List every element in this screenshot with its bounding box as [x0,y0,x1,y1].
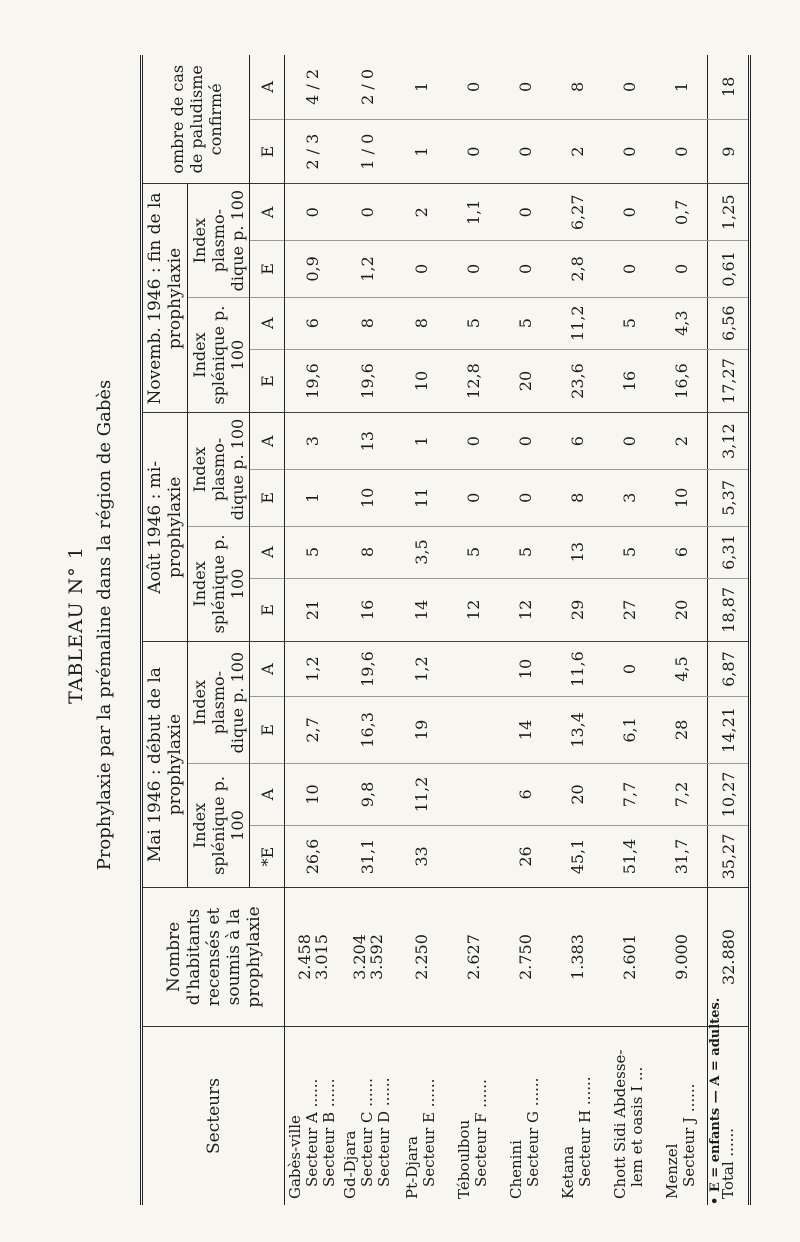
value-cell: 0,9 [285,241,341,298]
total-value-cell: 10,27 [708,763,750,825]
value-cell: 0 [447,470,499,527]
value-cell: 1 [285,470,341,527]
value-cell: 1,2 [285,642,341,697]
value-cell: 12,8 [447,349,499,413]
value-cell: 8 [395,297,447,349]
sector-cell [447,1027,499,1206]
value-cell: 10 [655,470,708,527]
sector-group: Chenini [507,1140,525,1199]
table-row [340,55,395,1205]
value-cell: 0 [285,184,341,241]
sector-cell [603,1027,655,1206]
value-cell: 4,3 [655,297,708,349]
sector-cell [499,1027,551,1206]
sector-group: Téboulbou [455,1119,473,1199]
header-plasmo-3: Index plasmo- dique p. 100 [188,184,250,297]
population-cell [340,888,395,1027]
value-cell: 51,4 [603,825,655,887]
sector-group: Ketana [559,1145,577,1199]
header-plasmo-1: Index plasmo- dique p. 100 [188,642,250,764]
col-e: E [250,578,285,642]
value-cell: 0 [447,119,499,184]
total-value-cell: 17,27 [708,349,750,413]
total-value-cell: 18,87 [708,578,750,642]
value-cell: 3 [603,470,655,527]
value-cell: 19,6 [285,349,341,413]
cell-line: Secteur E ...... [420,1078,438,1187]
value-cell: 0 [603,184,655,241]
cell-line: lem et oasis I ... [628,1066,646,1187]
value-cell: 8 [340,297,395,349]
col-a: A [250,55,285,119]
value-cell: 14 [395,578,447,642]
cell-line: 3.015 [311,934,331,980]
value-cell: 8 [340,526,395,578]
header-splenic-3: Index splénique p. 100 [188,297,250,413]
value-cell: 9,8 [340,763,395,825]
total-label: Total ...... [708,1027,750,1206]
value-cell: 45,1 [551,825,603,887]
total-value-cell: 1,25 [708,184,750,241]
value-cell: 16,6 [655,349,708,413]
cell-line: 2.750 [515,934,535,980]
value-cell: 0 [655,241,708,298]
col-e: E [250,119,285,184]
value-cell: 10 [395,349,447,413]
value-cell: 0,7 [655,184,708,241]
total-value-cell: 0,61 [708,241,750,298]
header-period-may: Mai 1946 : début de la prophylaxie [142,642,188,888]
col-e: E [250,696,285,763]
sector-group: Gd-Djara [341,1130,359,1199]
value-cell: 4,5 [655,642,708,697]
cell-line: Secteur B ...... [320,1078,338,1187]
value-cell: 0 [499,241,551,298]
value-cell: 2 / 3 [285,119,341,184]
population-cell [447,888,499,1027]
value-cell: 19,6 [340,642,395,697]
total-value-cell: 35,27 [708,825,750,887]
cell-line: 9.000 [671,934,691,980]
sector-group: Menzel [663,1143,681,1199]
value-cell: 16 [603,349,655,413]
value-cell: 10 [340,470,395,527]
value-cell: 20 [655,578,708,642]
total-value-cell: 6,56 [708,297,750,349]
value-cell: 0 [395,241,447,298]
value-cell: 6,27 [551,184,603,241]
table-row [603,55,655,1205]
value-cell: 27 [603,578,655,642]
value-cell: 0 [499,184,551,241]
rotated-table-block [60,45,740,1205]
header-period-november: Novemb. 1946 : fin de la prophylaxie [142,184,188,413]
value-cell: 2,7 [285,696,341,763]
value-cell: 0 [499,413,551,470]
value-cell: 2,8 [551,241,603,298]
value-cell: 6 [499,763,551,825]
value-cell: 8 [551,470,603,527]
value-cell: 5 [447,297,499,349]
table-row [551,55,603,1205]
value-cell: 28 [655,696,708,763]
value-cell: 33 [395,825,447,887]
value-cell: 0 [499,470,551,527]
sector-cell [655,1027,708,1206]
table-row [655,55,708,1205]
cell-line: 1.383 [567,934,587,980]
value-cell: 5 [499,297,551,349]
value-cell [447,696,499,763]
sector-cell [340,1027,395,1206]
cell-line: Secteur G ...... [524,1077,542,1187]
value-cell: 1 [395,413,447,470]
col-e: E [250,470,285,527]
value-cell: 16,3 [340,696,395,763]
header-cases: ombre de cas de paludisme confirmé [142,55,250,184]
cell-line: Secteur H ...... [576,1076,594,1187]
total-value-cell: 9 [708,119,750,184]
total-value-cell: 3,12 [708,413,750,470]
value-cell: 6 [551,413,603,470]
col-a: A [250,184,285,241]
value-cell [447,642,499,697]
value-cell: 0 [447,241,499,298]
value-cell: 2 [551,119,603,184]
value-cell: 1 / 0 [340,119,395,184]
value-cell: 0 [603,55,655,119]
value-cell: 11 [395,470,447,527]
value-cell: 10 [285,763,341,825]
col-a: A [250,763,285,825]
value-cell: 12 [499,578,551,642]
value-cell: 20 [499,349,551,413]
value-cell: 2 [395,184,447,241]
value-cell: 1,2 [340,241,395,298]
malaria-table [140,55,751,1205]
total-population: 32.880 [708,888,750,1027]
sector-group: Gabès-ville [286,1115,304,1199]
value-cell: 1 [655,55,708,119]
value-cell: 7,2 [655,763,708,825]
value-cell: 8 [551,55,603,119]
population-cell [499,888,551,1027]
cell-line: 2.250 [411,934,431,980]
value-cell: 11,6 [551,642,603,697]
value-cell: 19,6 [340,349,395,413]
value-cell: 26,6 [285,825,341,887]
value-cell: 16 [340,578,395,642]
value-cell: 13,4 [551,696,603,763]
value-cell: 5 [603,526,655,578]
value-cell: 29 [551,578,603,642]
value-cell: 4 / 2 [285,55,341,119]
col-e: E [250,241,285,298]
value-cell: 3,5 [395,526,447,578]
col-e: E [250,349,285,413]
value-cell: 1 [395,119,447,184]
value-cell: 13 [551,526,603,578]
value-cell: 0 [603,241,655,298]
col-a: A [250,526,285,578]
title-block [64,45,118,1205]
cell-line: 3.204 [349,934,369,980]
value-cell: 3 [285,413,341,470]
table-row [499,55,551,1205]
value-cell: 0 [603,413,655,470]
population-cell [395,888,447,1027]
cell-line: Secteur A ...... [303,1078,321,1187]
value-cell: 26 [499,825,551,887]
value-cell: 0 [447,55,499,119]
cell-line: 2.627 [463,934,483,980]
cell-line: 2.458 [294,934,314,980]
value-cell: 0 [655,119,708,184]
value-cell: 31,1 [340,825,395,887]
value-cell: 0 [447,413,499,470]
value-cell: 1,1 [447,184,499,241]
value-cell [447,763,499,825]
table-row [285,55,341,1205]
sector-group: Chott Sidi Abdesse- [611,1049,629,1199]
value-cell: 0 [603,642,655,697]
sector-cell [285,1027,341,1206]
value-cell: 12 [447,578,499,642]
total-value-cell: 18 [708,55,750,119]
cell-line: Secteur J ...... [680,1083,698,1187]
cell-line: Secteur F ...... [472,1079,490,1187]
value-cell: 1,2 [395,642,447,697]
sector-cell [395,1027,447,1206]
value-cell: 31,7 [655,825,708,887]
value-cell: 0 [603,119,655,184]
cell-line: 3.592 [366,934,386,980]
col-a: A [250,413,285,470]
total-value-cell: 6,31 [708,526,750,578]
value-cell: 6 [655,526,708,578]
population-cell [551,888,603,1027]
total-value-cell: 14,21 [708,696,750,763]
col-a: A [250,297,285,349]
value-cell: 13 [340,413,395,470]
value-cell: 2 [655,413,708,470]
table-body [285,55,750,1205]
value-cell: 19 [395,696,447,763]
header-splenic-1: Index splénique p. 100 [188,763,250,887]
value-cell: 6 [285,297,341,349]
total-value-cell: 6,87 [708,642,750,697]
value-cell: 5 [447,526,499,578]
header-plasmo-2: Index plasmo- dique p. 100 [188,413,250,526]
value-cell: 5 [285,526,341,578]
value-cell: 14 [499,696,551,763]
table-row [395,55,447,1205]
col-a: A [250,642,285,697]
col-e: *E [250,825,285,887]
sector-group: Pt-Djara [403,1136,421,1199]
table-subtitle: Prophylaxie par la prémaline dans la région de Gabès [94,379,115,871]
cell-line: 2.601 [619,934,639,980]
value-cell: 11,2 [395,763,447,825]
value-cell: 11,2 [551,297,603,349]
value-cell: 1 [395,55,447,119]
value-cell: 20 [551,763,603,825]
value-cell: 5 [499,526,551,578]
cell-line: Secteur D ...... [375,1077,393,1187]
footnote: • E = enfants — A = adultes. [708,997,723,1205]
value-cell: 5 [603,297,655,349]
header-period-august: Août 1946 : mi-prophylaxie [142,413,188,642]
population-cell [285,888,341,1027]
table-title: TABLEAU N° 1 [65,546,87,704]
value-cell: 0 [499,119,551,184]
total-value-cell: 5,37 [708,470,750,527]
header-splenic-2: Index splénique p. 100 [188,526,250,642]
cell-line: Secteur C ...... [358,1078,376,1187]
value-cell [447,825,499,887]
table-row [447,55,499,1205]
value-cell: 0 [499,55,551,119]
value-cell: 7,7 [603,763,655,825]
header-population: Nombre d'habitants recensés et soumis à la prophylaxie [142,888,285,1027]
value-cell: 23,6 [551,349,603,413]
value-cell: 2 / 0 [340,55,395,119]
population-cell [603,888,655,1027]
value-cell: 6,1 [603,696,655,763]
sector-cell [551,1027,603,1206]
value-cell: 21 [285,578,341,642]
header-secteurs: Secteurs [142,1027,285,1206]
population-cell [655,888,708,1027]
value-cell: 10 [499,642,551,697]
value-cell: 0 [340,184,395,241]
